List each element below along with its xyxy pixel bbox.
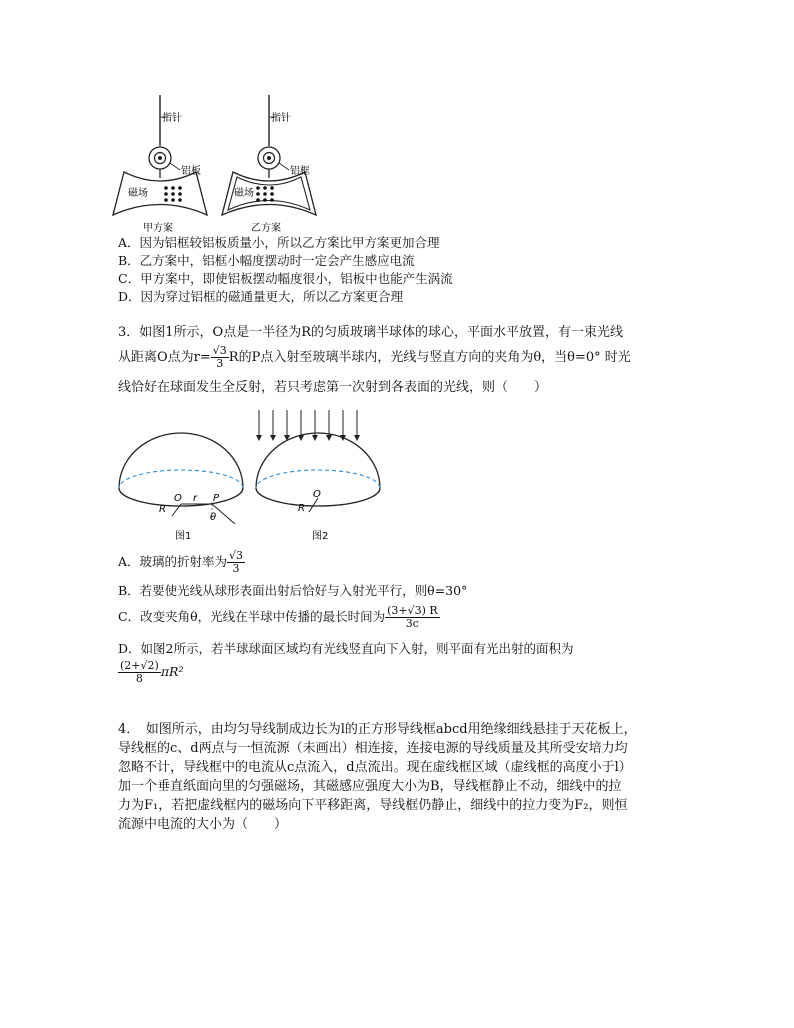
q2-option-d: D．因为穿过铝框的磁通量更大，所以乙方案更合理 (118, 289, 404, 304)
q3-option-b: B．若要使光线从球形表面出射后恰好与入射光平行，则θ=30° (118, 583, 468, 598)
q2-option-a: A．因为铝框较铝板质量小，所以乙方案比甲方案更加合理 (118, 235, 440, 250)
figure-2-caption: 图2 (312, 531, 329, 542)
pointer-label-b: 指针 (271, 113, 291, 124)
label-O-1: O (174, 493, 182, 504)
q3-option-a: A．玻璃的折射率为 $\frac{√3}{3}$ (118, 549, 244, 575)
q4-stem-line1: 4． 如图所示，由均匀导线制成边长为l的正方形导线框abcd用绝缘细线悬挂于天花板上， (118, 722, 637, 737)
q3-stem-line2: 从距离O点为r= $\frac{√3}{3}$ R的P点入射至玻璃半球内，光线与竖直方向的夹角为θ，当θ=0° 时光 (118, 344, 631, 370)
q3-option-c-fraction: $\frac{(3+√3) R}{3c}$ (387, 604, 438, 630)
q2-option-b: B．乙方案中，铝框小幅度摆动时一定会产生感应电流 (118, 253, 415, 268)
radius-R-2 (309, 498, 318, 512)
q3-radius-fraction: $\frac{√3}{3}$ (212, 344, 227, 370)
q3-option-a-fraction: $\frac{√3}{3}$ (229, 549, 244, 575)
label-R-2: R (298, 503, 305, 514)
label-R-1: R (159, 504, 166, 515)
field-label-b: 磁场 (234, 188, 254, 199)
scheme-a-caption: 甲方案 (143, 223, 173, 234)
q4-stem-line4: 加一个垂直纸面向里的匀强磁场，其磁感应强度大小为B，导线框静止不动，细线中的拉 (118, 779, 622, 794)
q3-option-d-fraction: $\frac{(2+√2)}{8}$ (120, 659, 159, 685)
scheme-b-caption: 乙方案 (251, 223, 281, 234)
q4-stem-line3: 忽略不计，导线框中的电流从c点流入，d点流出。现在虚线框区域（虚线框的高度小于l） (118, 760, 632, 775)
pointer-label-a: 指针 (162, 113, 182, 124)
q3-option-d-formula: $\frac{(2+√2)}{8}$ πR² (120, 659, 184, 685)
q3-stem-line3: 线恰好在球面发生全反射，若只考虑第一次射到各表面的光线，则（ ） (118, 380, 548, 395)
q3-stem-line1: 3．如图1所示，O点是一半径为R的匀质玻璃半球体的球心，平面水平放置，有一束光线 (118, 325, 623, 340)
frame-label: 铝框 (290, 166, 310, 177)
q4-stem-line6: 流源中电流的大小为（ ） (118, 817, 288, 832)
q4-stem-line5: 力为F₁，若把虚线框内的磁场向下平移距离，导线框仍静止，细线中的拉力变为F₂，则恒 (118, 798, 628, 813)
q4-stem-line2: 导线框的c、d两点与一恒流源（未画出）相连接，连接电源的导线质量及其所受安培力均 (118, 741, 628, 756)
plate-label: 铝板 (181, 166, 201, 177)
q2-option-c: C．甲方案中，即使铝板摆动幅度很小，铝板中也能产生涡流 (118, 271, 453, 286)
label-theta: θ (210, 512, 217, 523)
magnetic-field-dots-a (164, 186, 182, 202)
field-label-a: 磁场 (128, 188, 148, 199)
q3-option-d: D．如图2所示，若半球球面区域均有光线竖直向下入射，则平面有光出射的面积为 (118, 641, 574, 656)
label-r: r (193, 493, 198, 504)
label-O-2: O (313, 489, 321, 500)
magnetic-field-dots-b (256, 186, 274, 202)
hemisphere-2 (256, 433, 380, 488)
pendulum-figure (110, 90, 340, 236)
hemisphere-1 (119, 433, 243, 488)
hemisphere-figure (112, 408, 422, 550)
q3-option-c: C．改变夹角θ，光线在半球中传播的最长时间为 $\frac{(3+√3) R}{3c}$ (118, 604, 438, 630)
figure-1-caption: 图1 (175, 531, 192, 542)
label-P: P (213, 493, 220, 504)
